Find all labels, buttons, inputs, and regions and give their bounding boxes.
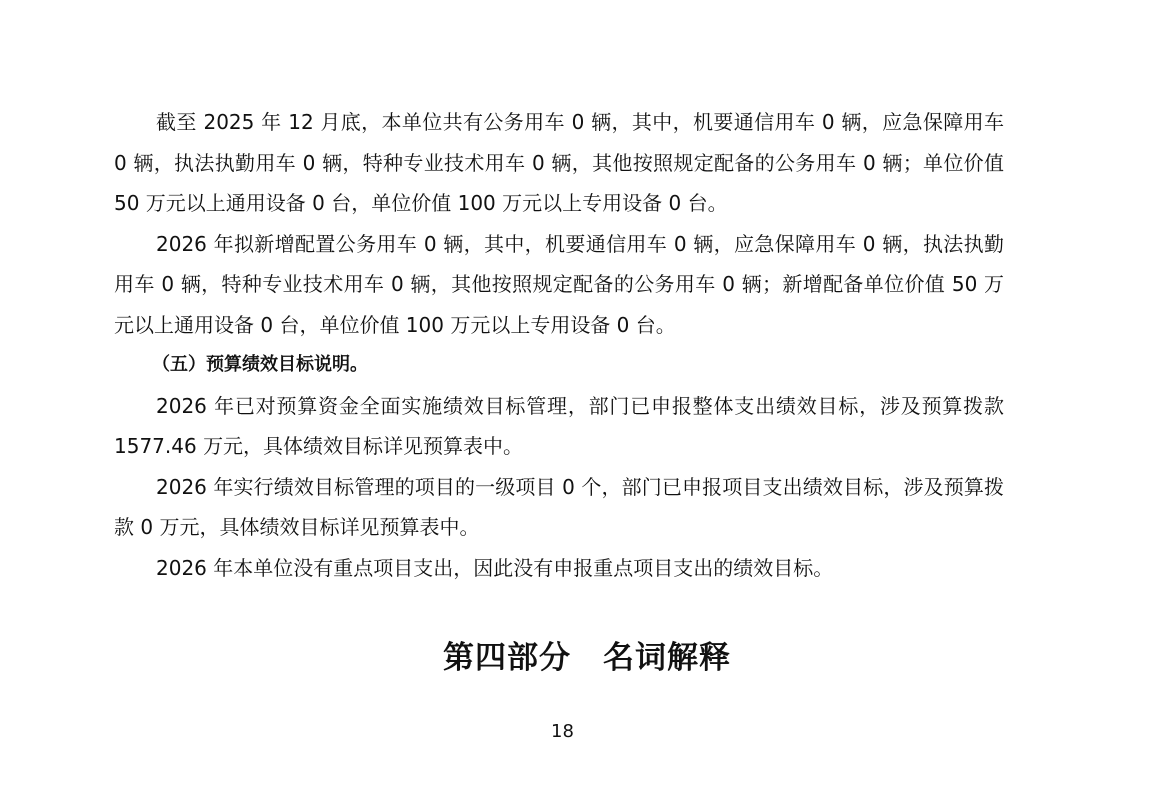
key-project-paragraph: 2026 年本单位没有重点项目支出，因此没有申报重点项目支出的绩效目标。 [156,555,834,580]
section-subheading: （五）预算绩效目标说明。 [152,354,368,375]
vehicle-status-paragraph: 截至 2025 年 12 月底，本单位共有公务用车 0 辆，其中，机要通信用车 0 辆，应急保障用车 0 辆，执法执勤用车 0 辆，特种专业技术用车 0 辆，其他按照规定配备的公务用车 0 辆；单位价值 50 万元以上通用设备 0 台，单位价值 100 万元以上专用设备 0 台。 [114,110,1004,215]
project-performance-paragraph: 2026 年实行绩效目标管理的项目的一级项目 0 个，部门已申报项目支出绩效目标，涉及预算拨款 0 万元，具体绩效目标详见预算表中。 [114,474,1004,539]
document-body [114,102,1004,588]
overall-performance-paragraph: 2026 年已对预算资金全面实施绩效目标管理，部门已申报整体支出绩效目标，涉及预算拨款 1577.46 万元，具体绩效目标详见预算表中。 [114,393,1004,458]
page-number: 18 [551,721,574,742]
part-title: 第四部分 名词解释 [443,640,731,676]
vehicle-plan-paragraph: 2026 年拟新增配置公务用车 0 辆，其中，机要通信用车 0 辆，应急保障用车 0 辆，执法执勤用车 0 辆，特种专业技术用车 0 辆，其他按照规定配备的公务用车 0 辆；新增配备单位价值 50 万元以上通用设备 0 台，单位价值 100 万元以上专用设备 0 台。 [114,231,1004,337]
